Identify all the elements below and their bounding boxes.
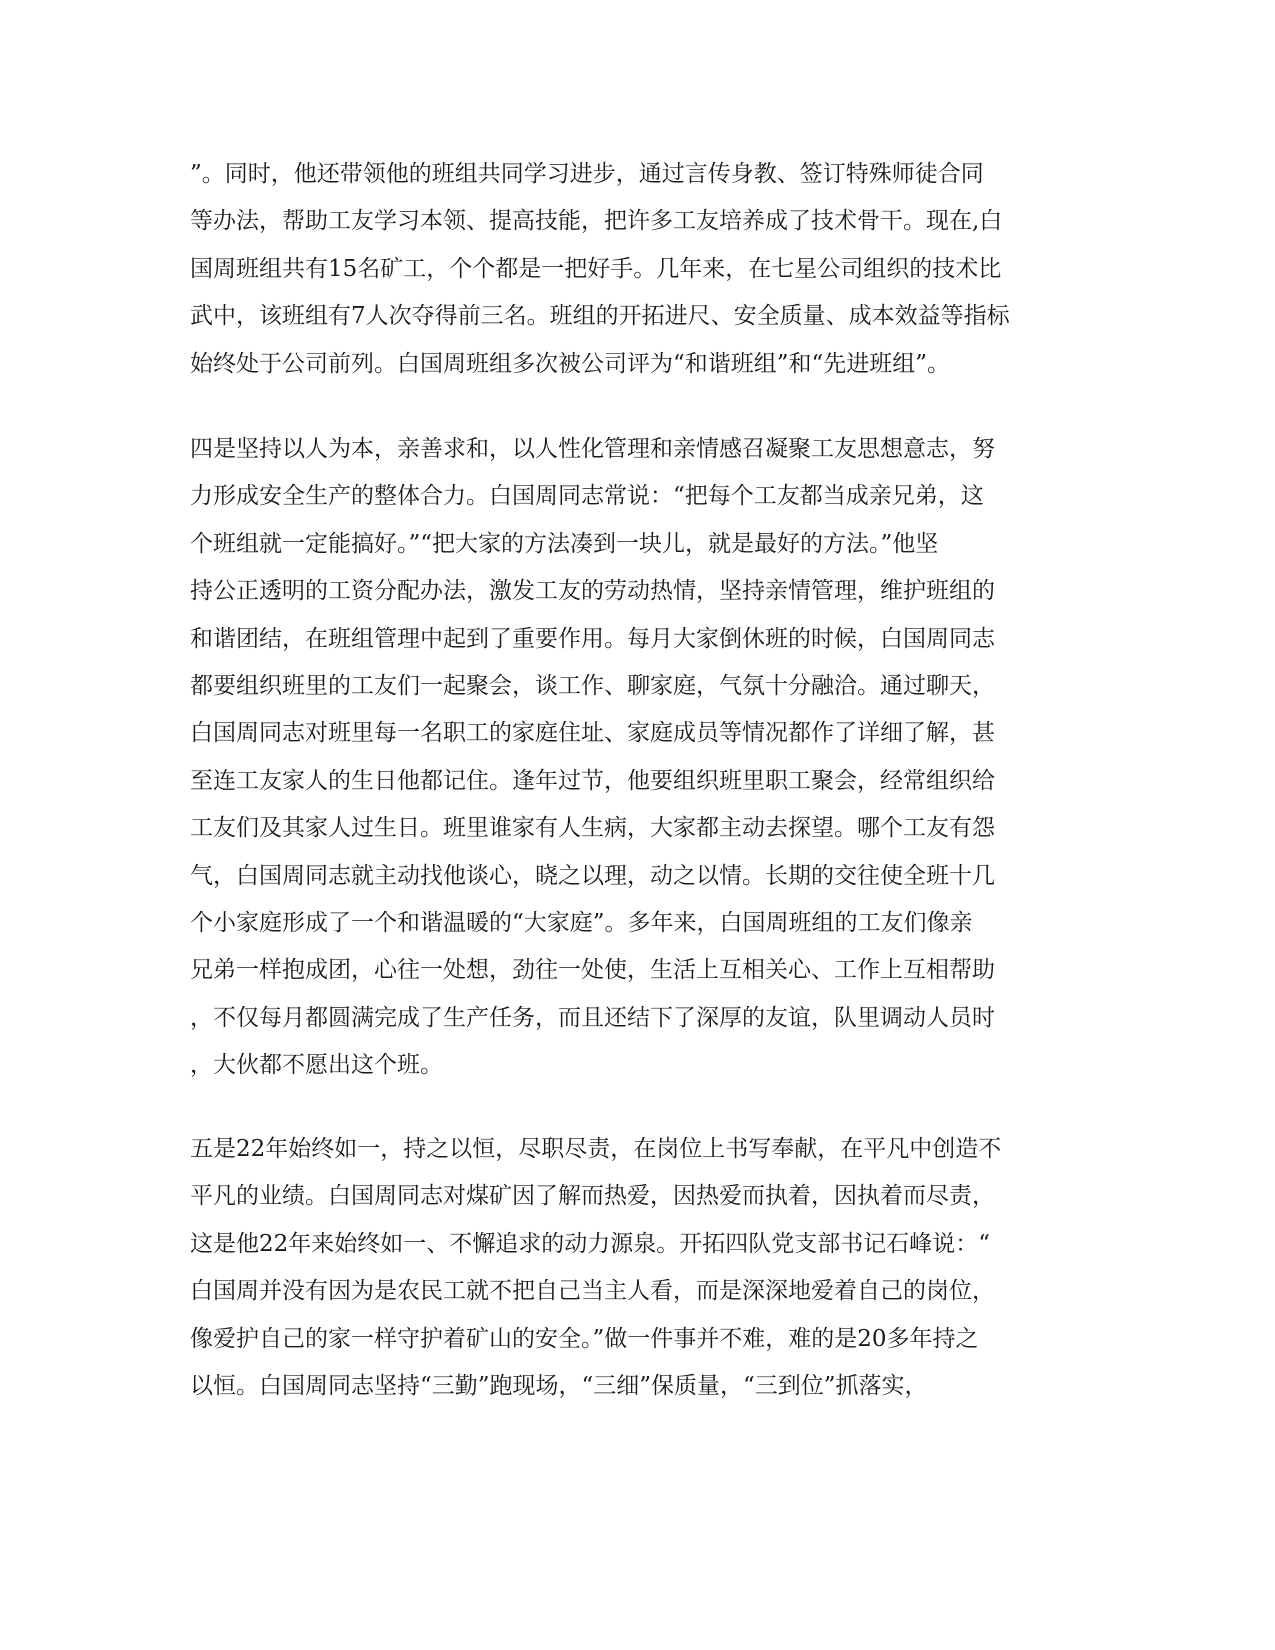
text-line: 这是他22年来始终如一、不懈追求的动力源泉。开拓四队党支部书记石峰说：“ xyxy=(190,1230,991,1257)
text-line: 武中，该班组有7人次夺得前三名。班组的开拓进尺、安全质量、成本效益等指标 xyxy=(190,303,1010,330)
text-line: 个班组就一定能搞好。”“把大家的方法凑到一块儿，就是最好的方法。”他坚 xyxy=(190,530,939,557)
text-line: 国周班组共有15名矿工，个个都是一把好手。几年来，在七星公司组织的技术比 xyxy=(190,255,1002,282)
text-line: ，大伙都不愿出这个班。 xyxy=(190,1052,443,1079)
text-line: 兄弟一样抱成团，心往一处想，劲往一处使，生活上互相关心、工作上互相帮助 xyxy=(190,957,995,984)
text-line: 个小家庭形成了一个和谐温暖的“大家庭”。多年来，白国周班组的工友们像亲 xyxy=(190,909,973,936)
text-line: 至连工友家人的生日他都记住。逢年过节，他要组织班里职工聚会，经常组织给 xyxy=(190,767,995,794)
text-line: 工友们及其家人过生日。班里谁家有人生病，大家都主动去探望。哪个工友有怨 xyxy=(190,815,995,842)
text-line: 和谐团结，在班组管理中起到了重要作用。每月大家倒休班的时候，白国周同志 xyxy=(190,625,995,652)
text-line: 平凡的业绩。白国周同志对煤矿因了解而热爱，因热爱而执着，因执着而尽责， xyxy=(190,1183,995,1210)
text-line: 四是坚持以人为本，亲善求和，以人性化管理和亲情感召凝聚工友思想意志，努 xyxy=(190,436,995,462)
text-line: ，不仅每月都圆满完成了生产任务，而且还结下了深厚的友谊，队里调动人员时 xyxy=(190,1004,995,1031)
text-line: 等办法，帮助工友学习本领、提高技能，把许多工友培养成了技术骨干。现在,白 xyxy=(190,208,1003,235)
text-line: 白国周同志对班里每一名职工的家庭住址、家庭成员等情况都作了详细了解，甚 xyxy=(190,720,995,747)
paragraph-team-training xyxy=(190,151,1050,388)
paragraph-point-five xyxy=(190,1126,1050,1410)
text-line: 五是22年始终如一，持之以恒，尽职尽责，在岗位上书写奉献，在平凡中创造不 xyxy=(190,1136,1002,1162)
text-line: 气，白国周同志就主动找他谈心，晓之以理，动之以情。长期的交往使全班十几 xyxy=(190,862,995,889)
text-line: 以恒。白国周同志坚持“三勤”跑现场，“三细”保质量，“三到位”抓落实， xyxy=(190,1372,928,1399)
text-line: 持公正透明的工资分配办法，激发工友的劳动热情，坚持亲情管理，维护班组的 xyxy=(190,578,995,605)
paragraph-point-four xyxy=(190,426,1050,1089)
text-line: 像爱护自己的家一样守护着矿山的安全。”做一件事并不难，难的是20多年持之 xyxy=(190,1325,979,1352)
text-line: ”。同时，他还带领他的班组共同学习进步，通过言传身教、签订特殊师徒合同 xyxy=(190,161,984,187)
text-line: 始终处于公司前列。白国周班组多次被公司评为“和谐班组”和“先进班组”。 xyxy=(190,350,951,377)
text-line: 力形成安全生产的整体合力。白国周同志常说：“把每个工友都当成亲兄弟，这 xyxy=(190,483,984,510)
text-line: 都要组织班里的工友们一起聚会，谈工作、聊家庭，气氛十分融洽。通过聊天， xyxy=(190,672,995,699)
text-line: 白国周并没有因为是农民工就不把自己当主人看，而是深深地爱着自己的岗位， xyxy=(190,1278,995,1305)
